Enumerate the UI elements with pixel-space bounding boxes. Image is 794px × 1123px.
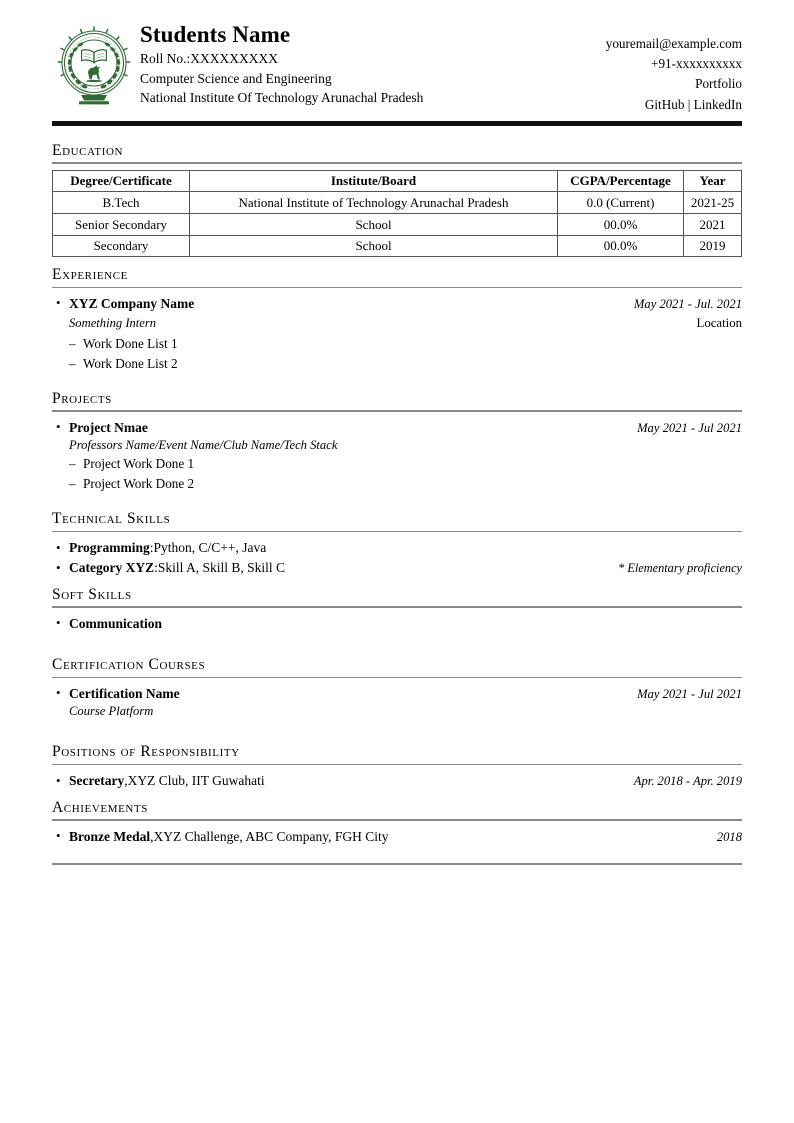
- cell-institute: School: [190, 235, 558, 257]
- section-experience: [52, 266, 742, 374]
- project-subtitle: Professors Name/Event Name/Club Name/Tech Stack: [69, 437, 338, 452]
- technical-skill-item: [52, 538, 742, 558]
- cell-cgpa: 00.0%: [558, 235, 684, 257]
- cell-institute: National Institute of Technology Arunachal Pradesh: [190, 192, 558, 214]
- section-projects: [52, 390, 742, 494]
- technical-skill-text: [69, 538, 266, 558]
- achievement-label: Bronze Medal: [69, 828, 151, 844]
- branch: Computer Science and Engineering: [140, 70, 332, 86]
- section-certification-courses: [52, 656, 742, 719]
- list-item: – Project Work Done 1: [69, 454, 742, 474]
- soft-skill-label: • Communication: [69, 615, 163, 631]
- cell-degree: Secondary: [53, 235, 190, 257]
- education-table: [52, 170, 742, 257]
- list-item: – Work Done List 1: [69, 334, 742, 354]
- section-heading-experience: Experience: [52, 266, 128, 284]
- resume-header: [52, 18, 742, 115]
- certification-date: May 2021 - Jul 2021: [637, 687, 742, 702]
- cell-year: 2019: [684, 235, 742, 257]
- experience-role: Something Intern: [69, 316, 157, 331]
- column-header-cgpa: CGPA/Percentage: [558, 170, 684, 192]
- section-heading-technical-skills: Technical Skills: [52, 510, 171, 528]
- technical-skill-value: Skill A, Skill B, Skill C: [157, 560, 286, 576]
- experience-points: [52, 334, 742, 374]
- list-item: – Work Done List 2: [69, 354, 742, 374]
- header-identity: [136, 22, 572, 108]
- cell-year: 2021-25: [684, 192, 742, 214]
- header-contact: [572, 22, 742, 115]
- position-text: [69, 771, 265, 791]
- cell-cgpa: 00.0%: [558, 214, 684, 236]
- table-row: [53, 192, 742, 214]
- table-row: [53, 235, 742, 257]
- cell-cgpa: 0.0 (Current): [558, 192, 684, 214]
- experience-location: Location: [696, 316, 742, 331]
- section-rule: [52, 531, 742, 533]
- email-link[interactable]: youremail@example.com: [605, 36, 742, 51]
- certification-platform: Course Platform: [69, 704, 154, 719]
- nit-emblem-icon: [57, 25, 131, 107]
- position-date: Apr. 2018 - Apr. 2019: [633, 774, 742, 789]
- technical-skill-label: Programming: [69, 540, 150, 556]
- header-divider: [52, 121, 742, 126]
- experience-title-row: [52, 294, 742, 314]
- soft-skill-item: [52, 614, 742, 634]
- technical-skill-label: Category XYZ: [69, 560, 155, 576]
- achievement-item: [52, 827, 742, 847]
- section-rule: [52, 819, 742, 821]
- section-technical-skills: [52, 510, 742, 579]
- table-row: [53, 214, 742, 236]
- achievement-value: ,XYZ Challenge, ABC Company, FGH City: [150, 828, 389, 844]
- column-header-degree: Degree/Certificate: [53, 170, 190, 192]
- technical-skill-note: * Elementary proficiency: [618, 561, 742, 576]
- section-heading-positions: Positions of Responsibility: [52, 743, 240, 761]
- project-entry: [52, 418, 742, 494]
- certification-name: • Certification Name: [69, 686, 180, 702]
- project-title-row: [52, 418, 742, 438]
- technical-skill-colon: :: [154, 560, 158, 576]
- section-heading-certification-courses: Certification Courses: [52, 656, 206, 674]
- certification-title-row: [52, 684, 742, 704]
- cell-degree: Senior Secondary: [53, 214, 190, 236]
- column-header-institute: Institute/Board: [190, 170, 558, 192]
- cell-degree: B.Tech: [53, 192, 190, 214]
- technical-skill-value: Python, C/C++, Java: [153, 540, 267, 556]
- section-education: [52, 142, 742, 257]
- project-name: • Project Nmae: [69, 420, 148, 436]
- section-heading-education: Education: [52, 141, 124, 159]
- experience-entry: [52, 294, 742, 374]
- technical-skill-colon: :: [149, 540, 154, 556]
- portfolio-link[interactable]: Portfolio: [695, 76, 742, 92]
- column-header-year: Year: [684, 170, 742, 192]
- section-positions-of-responsibility: [52, 743, 742, 791]
- section-achievements: [52, 799, 742, 847]
- cell-institute: School: [190, 214, 558, 236]
- position-item: [52, 771, 742, 791]
- certification-entry: [52, 684, 742, 719]
- technical-skill-item: [52, 558, 742, 578]
- experience-subtitle-row: [52, 314, 742, 333]
- position-value: ,XYZ Club, IIT Guwahati: [124, 773, 265, 789]
- institute-logo: [52, 22, 136, 107]
- project-date: May 2021 - Jul 2021: [637, 421, 742, 436]
- section-rule: [52, 162, 742, 164]
- roll-number: Roll No.:XXXXXXXXX: [140, 50, 278, 66]
- section-rule: [52, 287, 742, 289]
- technical-skill-text: [69, 558, 285, 578]
- institute-name: National Institute Of Technology Arunachal Pradesh: [140, 90, 424, 106]
- section-rule: [52, 677, 742, 679]
- section-rule: [52, 606, 742, 608]
- project-points: [52, 454, 742, 494]
- position-label: Secretary: [69, 773, 125, 789]
- cell-year: 2021: [684, 214, 742, 236]
- section-rule: [52, 764, 742, 766]
- section-heading-projects: Projects: [52, 389, 112, 407]
- phone-number: +91-xxxxxxxxxx: [651, 56, 742, 72]
- experience-date: May 2021 - Jul. 2021: [633, 297, 742, 312]
- section-heading-soft-skills: Soft Skills: [52, 585, 132, 603]
- section-rule: [52, 410, 742, 412]
- page-title: Students Name: [140, 22, 291, 47]
- section-soft-skills: [52, 586, 742, 634]
- experience-company: • XYZ Company Name: [69, 296, 195, 312]
- social-links[interactable]: GitHub | LinkedIn: [644, 96, 742, 112]
- footer-divider: [52, 863, 742, 865]
- resume-content: [52, 18, 742, 865]
- table-header-row: [53, 170, 742, 192]
- achievement-date: 2018: [716, 829, 742, 844]
- section-heading-achievements: Achievements: [52, 798, 149, 816]
- achievement-text: [69, 827, 389, 847]
- list-item: – Project Work Done 2: [69, 474, 742, 494]
